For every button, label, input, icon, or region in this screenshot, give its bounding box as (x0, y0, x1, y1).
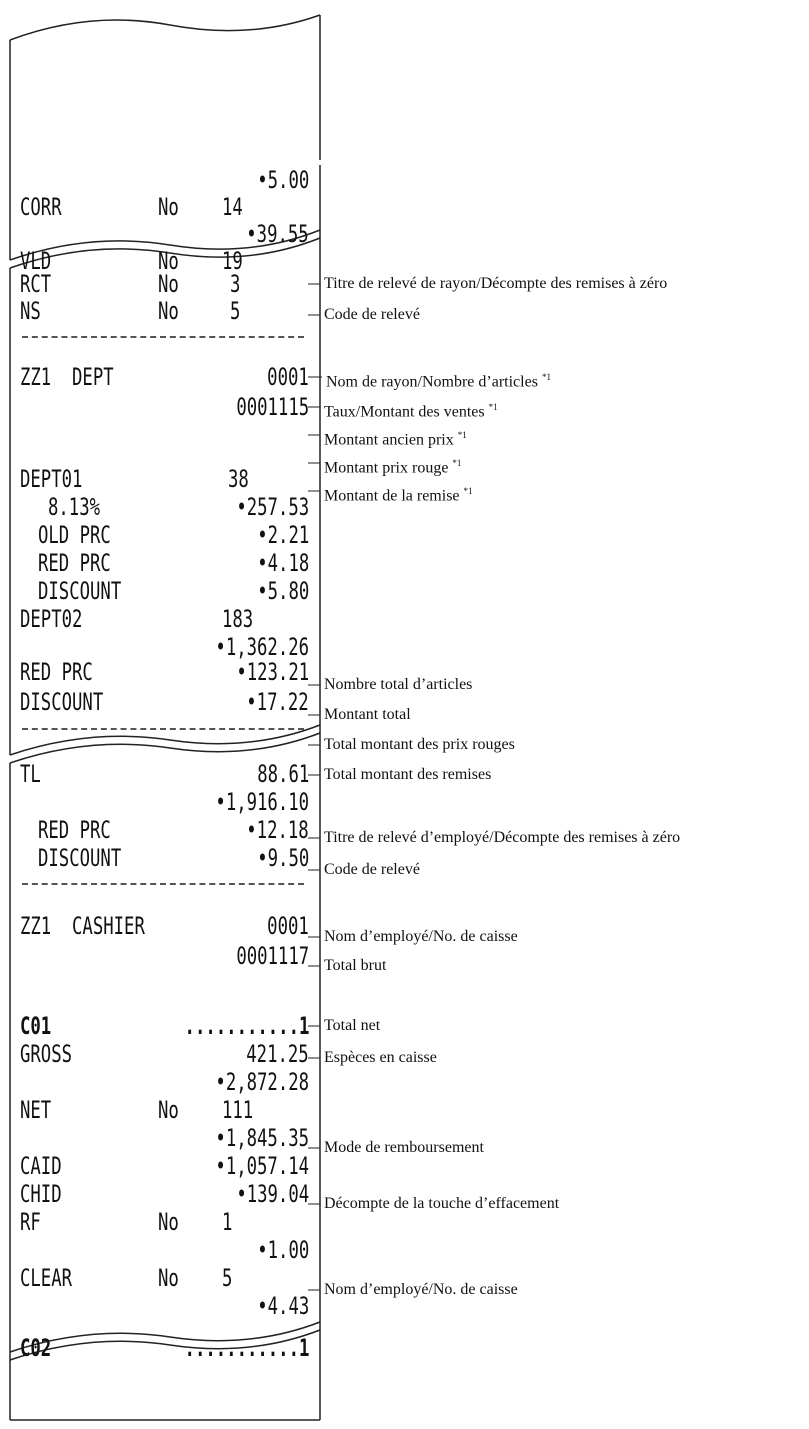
total-red-label: RED PRC (38, 816, 111, 844)
ann-dept-title: Titre de relevé de rayon/Décompte des remises à zéro (324, 275, 668, 292)
separator-2 (22, 728, 304, 730)
dept01-disc-label: DISCOUNT (38, 577, 122, 605)
net-count: 111 (222, 1096, 254, 1124)
ann-dept-code: Code de relevé (324, 306, 420, 323)
vld-count: 19 (222, 247, 243, 275)
ann-dept-name: Nom de rayon/Nombre d’articles $^{*1}$ (326, 372, 551, 391)
clear-count: 5 (222, 1264, 233, 1292)
clear-no: No (158, 1264, 179, 1292)
dept01-disc-value: •5.80 (256, 577, 309, 605)
total-red-value: •12.18 (246, 816, 309, 844)
total-disc-label: DISCOUNT (38, 844, 122, 872)
ann-cash: Espèces en caisse (324, 1049, 437, 1066)
dept-red-label: RED PRC (20, 658, 93, 686)
rct-label: RCT (20, 270, 52, 298)
ann-total-disc: Total montant des remises (324, 766, 492, 783)
separator-1 (22, 336, 304, 338)
ann-discount: Montant de la remise $^{*1}$ (324, 486, 473, 505)
corr-amount: •39.55 (246, 220, 309, 248)
vld-no: No (158, 247, 179, 275)
tl-count: 88.61 (256, 760, 309, 788)
net-label: NET (20, 1096, 52, 1124)
ann-clear: Décompte de la touche d’effacement (324, 1195, 560, 1212)
dept01-rate: 8.13% (48, 493, 101, 521)
dept02-amount: •1,362.26 (215, 633, 309, 661)
cashier-title-left: ZZ1 CASHIER (20, 912, 145, 940)
rf-label: RF (20, 1208, 41, 1236)
tl-amount: •1,916.10 (215, 788, 309, 816)
chid-label: CHID (20, 1180, 62, 1208)
gross-label: GROSS (20, 1040, 73, 1068)
top-amount-1: •5.00 (256, 166, 309, 194)
gross-amount: •2,872.28 (215, 1068, 309, 1096)
dept02-name: DEPT02 (20, 605, 83, 633)
ann-old-price: Montant ancien prix $^{*1}$ (324, 430, 467, 449)
ns-no: No (158, 297, 179, 325)
dept-red-value: •123.21 (236, 658, 309, 686)
rct-no: No (158, 270, 179, 298)
vld-label: VLD (20, 247, 52, 275)
net-no: No (158, 1096, 179, 1124)
dept01-old-value: •2.21 (256, 521, 309, 549)
dept-code: 0001115 (236, 393, 309, 421)
caid-label: CAID (20, 1152, 62, 1180)
cashier-title-right: 0001 (267, 912, 309, 940)
rf-no: No (158, 1208, 179, 1236)
dept01-red-label: RED PRC (38, 549, 111, 577)
dept02-count: 183 (222, 605, 254, 633)
clear-amount: •4.43 (256, 1292, 309, 1320)
dept01-old-label: OLD PRC (38, 521, 111, 549)
ann-cashier-title: Titre de relevé d’employé/Décompte des remises à zéro (324, 829, 681, 846)
cashier-c02-dots: ...........1 (184, 1334, 309, 1362)
cashier-c02: C02 (20, 1334, 52, 1362)
ns-count: 5 (230, 297, 241, 325)
corr-label: CORR (20, 193, 62, 221)
dept01-amount: •257.53 (236, 493, 309, 521)
corr-count: 14 (222, 193, 243, 221)
ann-cashier-name-2: Nom d’employé/No. de caisse (324, 1281, 518, 1298)
ann-red-price: Montant prix rouge $^{*1}$ (324, 458, 462, 477)
cashier-c01: C01 (20, 1012, 52, 1040)
caid-value: •1,057.14 (215, 1152, 309, 1180)
ann-rate: Taux/Montant des ventes $^{*1}$ (324, 402, 498, 421)
ann-cashier-code: Code de relevé (324, 861, 420, 878)
ann-refund: Mode de remboursement (324, 1139, 484, 1156)
tl-label: TL (20, 760, 41, 788)
dept-title-right: 0001 (267, 363, 309, 391)
ann-cashier-name-1: Nom d’employé/No. de caisse (324, 928, 518, 945)
chid-value: •139.04 (236, 1180, 309, 1208)
separator-3 (22, 883, 304, 885)
ann-net: Total net (324, 1017, 381, 1034)
rct-count: 3 (230, 270, 241, 298)
ann-total-red: Total montant des prix rouges (324, 736, 515, 753)
dept-disc-label: DISCOUNT (20, 688, 104, 716)
cashier-c01-dots: ...........1 (184, 1012, 309, 1040)
ns-label: NS (20, 297, 41, 325)
rf-count: 1 (222, 1208, 233, 1236)
dept01-name: DEPT01 (20, 465, 83, 493)
dept-disc-value: •17.22 (246, 688, 309, 716)
cashier-code: 0001117 (236, 942, 309, 970)
ann-gross: Total brut (324, 957, 387, 974)
ann-total-amount: Montant total (324, 706, 411, 723)
dept01-count: 38 (228, 465, 249, 493)
ann-total-count: Nombre total d’articles (324, 676, 473, 693)
corr-no: No (158, 193, 179, 221)
net-amount: •1,845.35 (215, 1124, 309, 1152)
rf-amount: •1.00 (256, 1236, 309, 1264)
clear-label: CLEAR (20, 1264, 73, 1292)
gross-count: 421.25 (246, 1040, 309, 1068)
total-disc-value: •9.50 (256, 844, 309, 872)
dept01-red-value: •4.18 (256, 549, 309, 577)
dept-title-left: ZZ1 DEPT (20, 363, 114, 391)
